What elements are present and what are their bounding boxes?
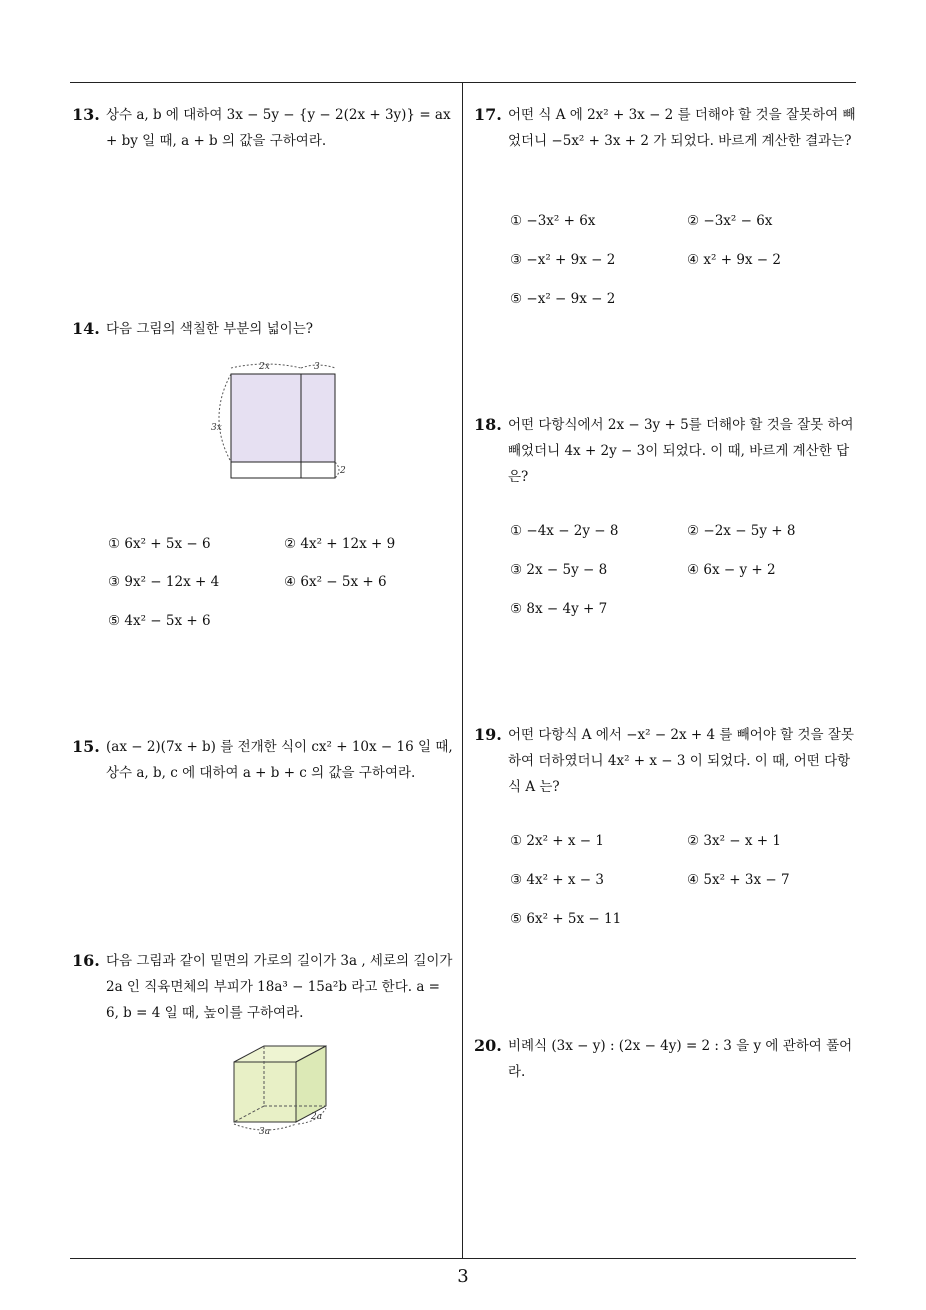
- top-rule: [70, 82, 856, 83]
- label-top: 2x: [259, 362, 270, 372]
- question-number: 17.: [474, 105, 502, 124]
- choice-4[interactable]: ④ 6x − y + 2: [687, 562, 776, 578]
- question-number: 19.: [474, 725, 502, 744]
- label-bottom: 3a: [259, 1127, 271, 1136]
- question-text: 어떤 다항식 A 에서 −x² − 2x + 4 를 빼어야 할 것을 잘못하여 더하였더니 4x² + x − 3 이 되었다. 이 때, 어떤 다항식 A 는?: [508, 727, 854, 795]
- cuboid-figure: [228, 1040, 348, 1136]
- choice-4[interactable]: ④ x² + 9x − 2: [687, 252, 781, 268]
- question-number: 15.: [72, 737, 100, 756]
- choice-1[interactable]: ① 2x² + x − 1: [510, 833, 604, 849]
- bottom-rule: [70, 1258, 856, 1259]
- question-16: [72, 948, 456, 1026]
- choice-2[interactable]: ② 3x² − x + 1: [687, 833, 781, 849]
- column-divider: [462, 82, 463, 1259]
- question-text: (ax − 2)(7x + b) 를 전개한 식이 cx² + 10x − 16 일 때, 상수 a, b, c 에 대하여 a + b + c 의 값을 구하여라.: [106, 739, 453, 781]
- choice-3[interactable]: ③ −x² + 9x − 2: [510, 252, 616, 268]
- choice-3[interactable]: ③ 4x² + x − 3: [510, 872, 604, 888]
- choice-4[interactable]: ④ 6x² − 5x + 6: [284, 574, 387, 590]
- question-19: [474, 722, 858, 800]
- choice-5[interactable]: ⑤ 4x² − 5x + 6: [108, 613, 211, 629]
- label-side: 2a: [311, 1112, 323, 1122]
- choice-1[interactable]: ① 6x² + 5x − 6: [108, 536, 211, 552]
- question-number: 20.: [474, 1036, 502, 1055]
- question-17: [474, 102, 858, 154]
- question-text: 다음 그림의 색칠한 부분의 넓이는?: [106, 321, 313, 337]
- rectangle-area-figure: [205, 358, 355, 482]
- question-number: 14.: [72, 319, 100, 338]
- page-number: 3: [457, 1266, 469, 1287]
- question-text: 비례식 (3x − y) : (2x − 4y) = 2 : 3 을 y 에 관하여 풀어라.: [508, 1038, 853, 1080]
- choice-2[interactable]: ② −3x² − 6x: [687, 213, 773, 229]
- label-right: 2: [340, 466, 346, 476]
- choice-2[interactable]: ② −2x − 5y + 8: [687, 523, 796, 539]
- question-20: [474, 1033, 858, 1085]
- choice-5[interactable]: ⑤ 6x² + 5x − 11: [510, 911, 622, 927]
- question-14: [72, 316, 456, 342]
- choice-1[interactable]: ① −3x² + 6x: [510, 213, 596, 229]
- question-13: [72, 102, 456, 154]
- question-text: 어떤 다항식에서 2x − 3y + 5를 더해야 할 것을 잘못 하여 빼었더니 4x + 2y − 3이 되었다. 이 때, 바르게 계산한 답은?: [508, 417, 854, 485]
- question-text: 어떤 식 A 에 2x² + 3x − 2 를 더해야 할 것을 잘못하여 빼었더니 −5x² + 3x + 2 가 되었다. 바르게 계산한 결과는?: [508, 107, 856, 149]
- choice-4[interactable]: ④ 5x² + 3x − 7: [687, 872, 790, 888]
- choice-1[interactable]: ① −4x − 2y − 8: [510, 523, 619, 539]
- choice-3[interactable]: ③ 9x² − 12x + 4: [108, 574, 220, 590]
- choice-3[interactable]: ③ 2x − 5y − 8: [510, 562, 608, 578]
- choice-5[interactable]: ⑤ 8x − 4y + 7: [510, 601, 608, 617]
- question-15: [72, 734, 456, 786]
- label-left: 3x: [211, 423, 222, 433]
- question-text: 상수 a, b 에 대하여 3x − 5y − {y − 2(2x + 3y)} = ax + by 일 때, a + b 의 값을 구하여라.: [106, 107, 451, 149]
- question-number: 18.: [474, 415, 502, 434]
- question-number: 13.: [72, 105, 100, 124]
- choice-2[interactable]: ② 4x² + 12x + 9: [284, 536, 396, 552]
- question-text: 다음 그림과 같이 밑면의 가로의 길이가 3a , 세로의 길이가 2a 인 직육면체의 부피가 18a³ − 15a²b 라고 한다. a = 6, b = 4 일 때, 높이를 구하여라.: [106, 953, 453, 1021]
- question-number: 16.: [72, 951, 100, 970]
- label-top2: 3: [314, 362, 320, 372]
- question-18: [474, 412, 858, 490]
- choice-5[interactable]: ⑤ −x² − 9x − 2: [510, 291, 616, 307]
